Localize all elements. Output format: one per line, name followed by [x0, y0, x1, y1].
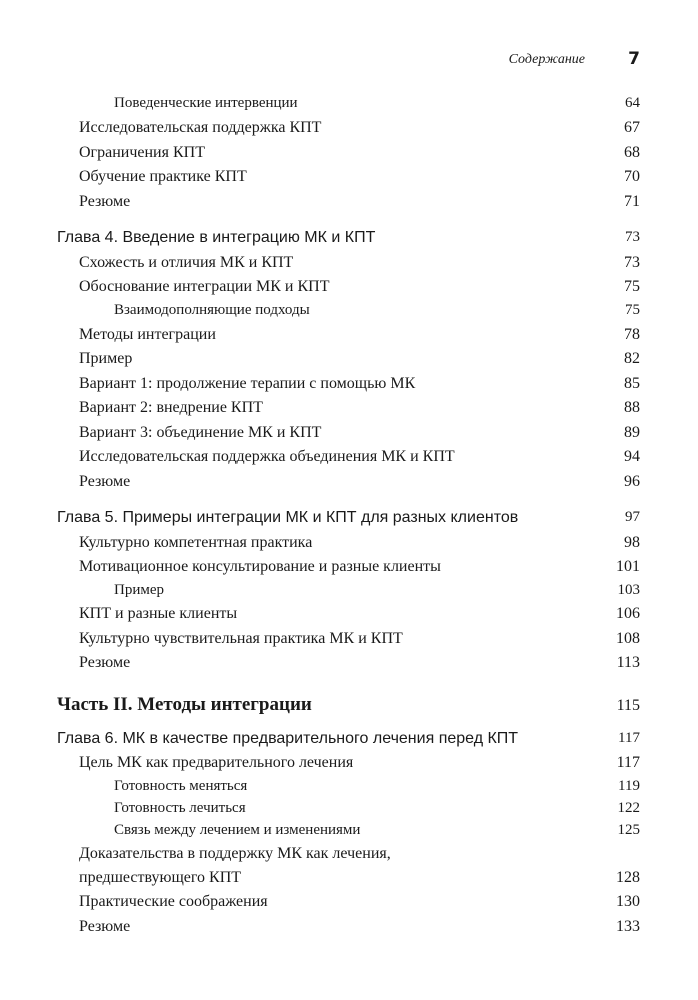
toc-entry-title: Обоснование интеграции МК и КПТ	[79, 278, 330, 295]
toc-entry-page: 98	[624, 534, 640, 551]
toc-entry-title: Исследовательская поддержка КПТ	[79, 119, 322, 136]
toc-chapter-title: Глава 4. Введение в интеграцию МК и КПТ	[57, 229, 376, 246]
toc-entry-page: 128	[616, 869, 640, 886]
toc-entry-page: 106	[616, 605, 640, 622]
toc-chapter-title: Глава 6. МК в качестве предварительного лечения перед КПТ	[57, 730, 519, 747]
toc-entry-title: Практические соображения	[79, 893, 268, 910]
running-head-title: Содержание	[508, 52, 585, 67]
toc-entry-page: 103	[617, 582, 640, 598]
toc-entry-page: 75	[625, 302, 640, 318]
toc-entry-page: 82	[624, 350, 640, 367]
toc-entry-page: 71	[624, 193, 640, 210]
toc-part-title: Часть II. Методы интеграции	[57, 694, 312, 715]
toc-entry-title: Ограничения КПТ	[79, 144, 205, 161]
toc-entry-page: 119	[618, 778, 640, 794]
toc-entry-title: Взаимодополняющие подходы	[114, 302, 310, 318]
toc-entry-page: 64	[625, 95, 640, 111]
toc-entry-title: Обучение практике КПТ	[79, 168, 247, 185]
toc-entry-page: 108	[616, 630, 640, 647]
toc-entry-title: Поведенческие интервенции	[114, 95, 298, 111]
toc-entry-page: 70	[624, 168, 640, 185]
toc-entry-page: 117	[616, 754, 640, 771]
toc-entry-page: 130	[616, 893, 640, 910]
toc-entry-title: Резюме	[79, 473, 131, 490]
toc-entry-title: Резюме	[79, 654, 131, 671]
page-number: 7	[628, 49, 640, 69]
toc-chapter-title: Глава 5. Примеры интеграции МК и КПТ для разных клиентов	[57, 509, 519, 526]
toc-entry-page: 78	[624, 326, 640, 343]
toc-entry-title: Культурно компетентная практика	[79, 534, 313, 551]
toc-entry-title: предшествующего КПТ	[79, 869, 242, 886]
toc-entry-page: 85	[624, 375, 640, 392]
toc-entry-page: 115	[616, 697, 640, 714]
toc-entry-title: Методы интеграции	[79, 326, 216, 343]
toc-entry-page: 96	[624, 473, 640, 490]
toc-entry-page: 117	[618, 730, 640, 746]
toc-entry-page: 101	[616, 558, 640, 575]
toc-entry-title: Вариант 1: продолжение терапии с помощью МК	[79, 375, 416, 392]
toc-entry-page: 73	[625, 229, 640, 245]
toc-entry-title: Культурно чувствительная практика МК и КПТ	[79, 630, 403, 647]
toc-entry-page: 125	[617, 822, 640, 838]
toc-entry-page: 68	[624, 144, 640, 161]
toc-entry-page: 75	[624, 278, 640, 295]
toc-entry-page: 97	[625, 509, 640, 525]
toc-entry-page: 113	[616, 654, 640, 671]
toc-entry-title: Готовность лечиться	[114, 800, 246, 816]
toc-entry-page: 89	[624, 424, 640, 441]
toc-entry-page: 94	[624, 448, 640, 465]
toc-entry-title: КПТ и разные клиенты	[79, 605, 238, 622]
toc-entry-page: 88	[624, 399, 640, 416]
toc-entry-title: Резюме	[79, 918, 131, 935]
toc-entry-page: 67	[624, 119, 640, 136]
running-head	[0, 50, 640, 72]
toc-entry-title: Вариант 3: объединение МК и КПТ	[79, 424, 322, 441]
toc-entry-title: Резюме	[79, 193, 131, 210]
toc-entry-title: Схожесть и отличия МК и КПТ	[79, 254, 294, 271]
toc-entry-page: 122	[617, 800, 640, 816]
toc-entry-title: Исследовательская поддержка объединения МК и КПТ	[79, 448, 455, 465]
toc-entry-title: Доказательства в поддержку МК как лечения,	[79, 845, 391, 862]
toc-entry-title: Вариант 2: внедрение КПТ	[79, 399, 263, 416]
toc-entry-title: Готовность меняться	[114, 778, 248, 794]
toc-entry-title: Пример	[79, 350, 133, 367]
toc-entry-title: Пример	[114, 582, 165, 598]
toc-entry-title: Связь между лечением и изменениями	[114, 822, 361, 838]
toc-entry-page: 133	[616, 918, 640, 935]
toc-entry-title: Мотивационное консультирование и разные клиенты	[79, 558, 441, 575]
toc-entry-page: 73	[624, 254, 640, 271]
toc-entry-title: Цель МК как предварительного лечения	[79, 754, 354, 771]
